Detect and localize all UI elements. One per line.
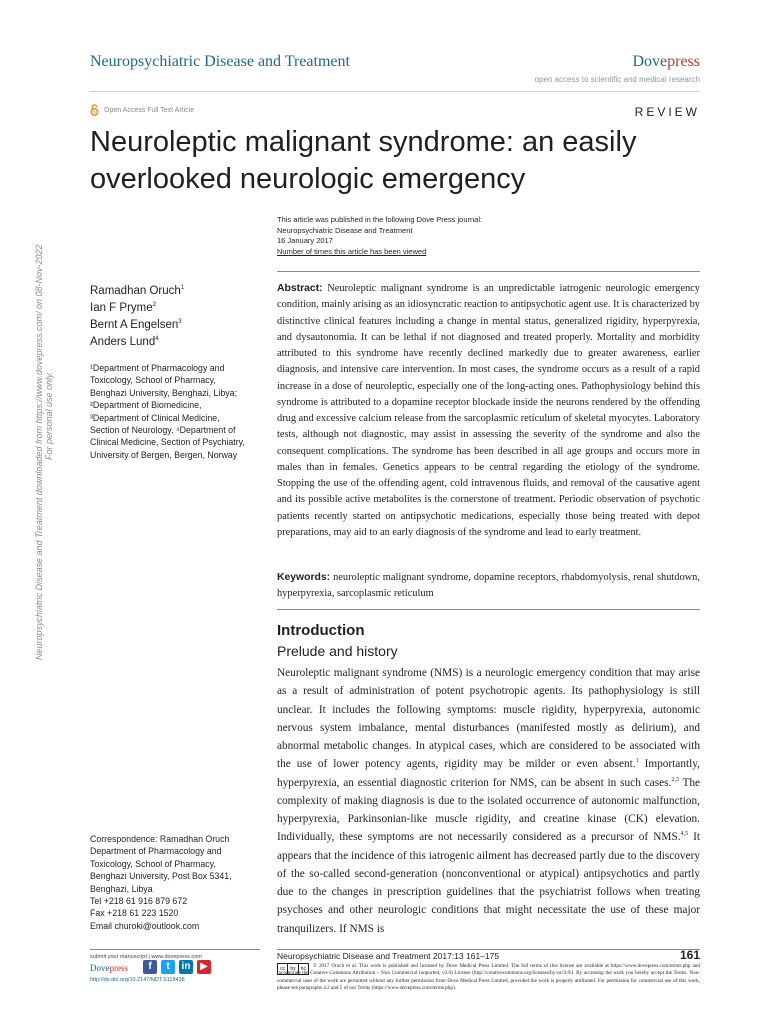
author: Bernt A Engelsen$^3$ (90, 319, 182, 331)
abstract-divider (277, 271, 700, 272)
section-heading: Introduction (277, 622, 365, 639)
author: Ian F Pryme$^2$ (90, 302, 156, 314)
publication-date: 16 January 2017 (277, 236, 333, 245)
license-text: © 2017 Oruch et al. This work is published and licensed by Dove Medical Press Limited. The full terms of this license are available at https://www.dovepress.com/terms.php and incorporate the Creative Commons Attribution – Non Commercial (unported, v3.0) License (http://creativecommons.org/licenses/by-nc/3.0/). By accessing the work you hereby accept the Terms. Non-commercial uses of the work are permitted without any further permission from Dove Medical Press Limited, provided the work is properly attributed. For permission for commercial use of this work, please see paragraphs 4.2 and 5 of our Terms (https://www.dovepress.com/terms.php). (277, 963, 700, 991)
submit-manuscript-link[interactable]: submit your manuscript | www.dovepress.com (90, 954, 202, 960)
publication-line: This article was published in the following Dove Press journal: (277, 215, 483, 224)
citation[interactable]: 4,5 (680, 831, 689, 838)
journal-title[interactable]: Neuropsychiatric Disease and Treatment (90, 53, 350, 70)
twitter-icon[interactable]: t (161, 960, 175, 974)
article-title: Neuroleptic malignant syndrome: an easily overlooked neurologic emergency (90, 126, 637, 195)
open-access-lock-icon (90, 104, 99, 116)
body-paragraph: Neuroleptic malignant syndrome (NMS) is a neurologic emergency condition that may arise as a result of administration of potent psychotropic agents. Its pathophysiology is still unclear. It includes the following symptoms: muscle rigidity, hyperpyrexia, autonomic nervous system imbalance, mental disturbances (manifested mostly as delirium), and abnormal metabolic changes. In atypical cases, which are considered to be associated with the use of lower potency agents, rigidity may be milder or even absent.$^1$ Importantly, hyperpyrexia, an essential diagnostic criterion for NMS, can be absent in such cases.$^{2,3}$ The complexity of making diagnosis is due to the isolated occurrence of autonomic malfunction, hyperpyrexia, Parkinsonian-like muscle rigidity, and creatine kinase (CK) elevation. Individually, these symptoms are not necessarily considered as a precursor of NMS.$^{4,5}$ It appears that the incidence of this iatrogenic ailment has decreased partly due to the discovery of the so-called second-generation (nonconventional or atypical) antipsychotics and partly due to the changes in prescription guidelines that the psychiatrist follows when treating psychoses and other neurologic conditions that might necessitate the use of these major tranquilizers. If NMS is (277, 667, 701, 935)
abstract-label: Abstract: (277, 283, 323, 294)
article-type: REVIEW (634, 105, 700, 119)
publication-journal: Neuropsychiatric Disease and Treatment (277, 225, 413, 235)
dovepress-tagline: open access to scientific and medical research (534, 75, 700, 84)
views-link[interactable]: Number of times this article has been viewed (277, 246, 427, 256)
facebook-icon[interactable]: f (143, 960, 157, 974)
affiliations: ¹Department of Pharmacology and Toxicology, School of Pharmacy, Benghazi University, Benghazi, Libya; ²Department of Biomedicine, ³Department of Clinical Medicine, Section of Neurology, ⁴Department of Clinical Medicine, Section of Psychiatry, University of Bergen, Bergen, Norway (90, 363, 245, 460)
creative-commons-icon[interactable]: cc by nc (277, 963, 309, 975)
dovepress-logo[interactable] (632, 53, 700, 71)
doi-link[interactable]: http://dx.doi.org/10.2147/NDT.S118438 (90, 977, 185, 983)
publication-info (277, 215, 482, 257)
author-list (90, 283, 184, 351)
keywords-label: Keywords: (277, 572, 331, 583)
download-watermark: Neuropsychiatric Disease and Treatment downloaded from https://www.dovepress.com/ on 08-Nov-2022 For personal use only. (34, 244, 54, 660)
abstract-text: Neuroleptic malignant syndrome is an unpredictable iatrogenic neurologic emergency condition, mainly arising as an idiosyncratic reaction to antipsychotic agent use. It is characterized by distinctive clinical features including a change in mental status, generalized rigidity, hyperpyrexia, and dysautonomia. It can be lethal if not diagnosed and treated properly. Mortality and morbidity attributed to this syndrome have recently declined markedly due to greater awareness, earlier diagnosis, and intensive care intervention. In most cases, the syndrome occurs as a result of a rapid increase in a dose of neuroleptic, especially one of the long-acting ones. Pathophysiology behind this syndrome is attributed to a dopamine receptor blockade inside the neurons rendered by the offending drug and excessive calcium release from the sarcoplasmic reticulum of skeletal myocytes. Laboratory tests, although not diagnostic, may assist in assessing the severity of the syndrome and also the consequent complications. The syndrome has been described in all age groups and occurs more in males than in females. Genetics appears to be central regarding the etiology of the syndrome. Stopping the use of the offending agent, cold intravenous fluids, and removal of the causative agent and its possible active metabolites is the cornerstone of treatment. Periodic observation of psychotic patients recently started on antipsychotic medications, especially those being treated with depot preparations, may aid to an early diagnosis of the syndrome and lead to early treatment. (277, 283, 700, 538)
logo-press: press (667, 53, 700, 70)
page-number: 161 (679, 948, 700, 962)
subsection-heading: Prelude and history (277, 643, 398, 659)
author: Anders Lund$^4$ (90, 336, 159, 348)
logo-dove: Dove (632, 53, 668, 70)
open-access-label (90, 104, 194, 116)
correspondence: Correspondence: Ramadhan Oruch Department of Pharmacology and Toxicology, School of Pharmacy, Benghazi University, Post Box 5341, Benghazi, Libya Tel +218 61 916 879 672 Fax +218 61 223 1520 Email churoki@outlook.com (90, 833, 260, 932)
header-divider (90, 91, 700, 92)
abstract (277, 281, 700, 541)
youtube-icon[interactable]: ▶ (197, 960, 211, 974)
footer-divider (277, 949, 700, 950)
linkedin-icon[interactable]: in (179, 960, 193, 974)
footer-dovepress-logo[interactable]: Dovepress (90, 963, 128, 973)
footer-citation: Neuropsychiatric Disease and Treatment 2017:13 161–175 (277, 951, 500, 961)
keywords (277, 570, 700, 603)
social-links (143, 960, 211, 974)
footer-divider (90, 949, 260, 950)
keywords-divider (277, 609, 700, 610)
email-link[interactable]: Email churoki@outlook.com (90, 920, 200, 931)
citation[interactable]: 2,3 (671, 776, 679, 783)
open-access-text: Open Access Full Text Article (104, 106, 195, 114)
keywords-text: neuroleptic malignant syndrome, dopamine receptors, rhabdomyolysis, renal shutdown, hyperpyrexia, sarcoplasmic reticulum (277, 572, 700, 600)
citation[interactable]: 1 (635, 758, 639, 765)
author: Ramadhan Oruch$^1$ (90, 285, 185, 297)
